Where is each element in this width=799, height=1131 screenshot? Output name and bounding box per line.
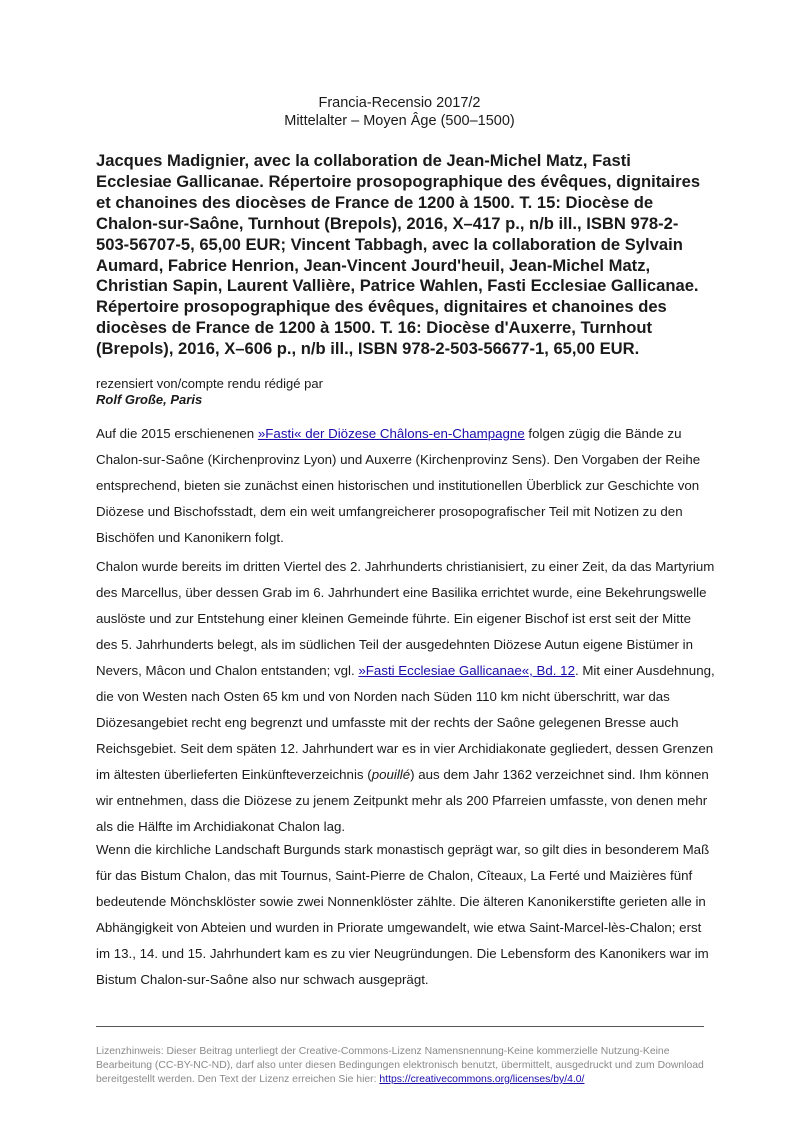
- journal-section: Mittelalter – Moyen Âge (500–1500): [284, 113, 515, 129]
- paragraph-2: [96, 554, 716, 840]
- paragraph-1-text-start: Auf die 2015 erschienenen: [96, 426, 258, 441]
- reviewer-block: [96, 376, 323, 408]
- paragraph-2-text-start: Chalon wurde bereits im dritten Viertel des 2. Jahrhunderts christianisiert, zu einer Zeit, da das Martyrium des Marcellus, über dessen Grab im 6. Jahrhundert eine Basilika errichtet wurde, eine Bekehrungswelle auslöste und zur Entstehung einer kleinen Gemeinde führte. Ein eigener Bischof ist erst seit der Mitte des 5. Jahrhunderts belegt, als im südlichen Teil der ausgedehnten Diözese Autun eigene Bistümer in Nevers, Mâcon und Chalon entstanden; vgl.: [96, 559, 715, 678]
- fasti-bd12-link[interactable]: »Fasti Ecclesiae Gallicanae«, Bd. 12: [358, 663, 575, 678]
- reviewer-name: Rolf Große, Paris: [96, 392, 203, 407]
- review-title: Jacques Madignier, avec la collaboration de Jean-Michel Matz, Fasti Ecclesiae Gallicanae. Répertoire prosopographique des évêques, dignitaires et chanoines des diocèses de France de 1200 à 1500. T. 15: Diocèse de Chalon-sur-Saône, Turnhout (Brepols), 2016, X–417 p., n/b ill., ISBN 978-2-503-56707-5, 65,00 EUR; Vincent Tabbagh, avec la collaboration de Sylvain Aumard, Fabrice Henrion, Jean-Vincent Jourd'heuil, Jean-Michel Matz, Christian Sapin, Laurent Vallière, Patrice Wahlen, Fasti Ecclesiae Gallicanae. Répertoire prosopographique des évêques, dignitaires et chanoines des diocèses de France de 1200 à 1500. T. 16: Diocèse d'Auxerre, Turnhout (Brepols), 2016, X–606 p., n/b ill., ISBN 978-2-503-56677-1, 65,00 EUR.: [96, 151, 701, 359]
- pouille-term: pouillé: [371, 767, 411, 782]
- license-text: Lizenzhinweis: Dieser Beitrag unterliegt der Creative-Commons-Lizenz Namensnennung-Keine kommerzielle Nutzung-Keine Bearbeitung (CC-BY-NC-ND), darf also unter diesen Bedingungen elektronisch benutzt, übermittelt, ausgedruckt und zum Download bereitgestellt werden. Den Text der Lizenz erreichen Sie hier:: [96, 1046, 704, 1085]
- paragraph-1-text-end: folgen zügig die Bände zu Chalon-sur-Saône (Kirchenprovinz Lyon) und Auxerre (Kirchenprovinz Sens). Den Vorgaben der Reihe entsprechend, bieten sie zunächst einen historischen und institutionellen Überblick zur Geschichte von Diözese und Bischofsstadt, dem ein weit umfangreicherer prosopografischer Teil mit Notizen zu den Bischöfen und Kanonikern folgt.: [96, 426, 701, 545]
- journal-header: [0, 94, 799, 130]
- paragraph-2-text-end: ) aus dem Jahr 1362 verzeichnet sind. Ihm können wir entnehmen, dass die Diözese zu jenem Zeitpunkt mehr als 200 Pfarreien umfasste, von denen mehr als die Hälfte im Archidiakonat Chalon lag.: [96, 767, 709, 834]
- paragraph-3: Wenn die kirchliche Landschaft Burgunds stark monastisch geprägt war, so gilt dies in besonderem Maß für das Bistum Chalon, das mit Tournus, Saint-Pierre de Chalon, Cîteaux, La Ferté und Maizières fünf bedeutende Mönchsklöster sowie zwei Nonnenklöster zählte. Die älteren Kanonikerstifte gerieten alle in Abhängigkeit von Abteien und wurden in Priorate umgewandelt, wie etwa Saint-Marcel-lès-Chalon; erst im 13., 14. und 15. Jahrhundert kam es zu vier Neugründungen. Die Lebensform des Kanonikers war im Bistum Chalon-sur-Saône also nur schwach ausgeprägt.: [96, 842, 710, 987]
- footer-divider: [96, 1026, 704, 1027]
- paragraph-1: [96, 421, 716, 551]
- journal-issue: Francia-Recensio 2017/2: [318, 95, 481, 111]
- license-notice: [96, 1045, 708, 1087]
- fasti-chalons-link[interactable]: »Fasti« der Diözese Châlons-en-Champagne: [257, 426, 525, 441]
- reviewer-label: rezensiert von/compte rendu rédigé par: [96, 376, 323, 391]
- paragraph-2-text-middle: . Mit einer Ausdehnung, die von Westen nach Osten 65 km und von Norden nach Süden 110 km nicht überschritt, war das Diözesangebiet recht eng begrenzt und umfasste mit der rechts der Saône gelegenen Bresse auch Reichsgebiet. Seit dem späten 12. Jahrhundert war es in vier Archidiakonate gegliedert, dessen Grenzen im ältesten überlieferten Einkünfteverzeichnis (: [96, 663, 715, 782]
- license-link[interactable]: https://creativecommons.org/licenses/by/4.0/: [379, 1074, 585, 1085]
